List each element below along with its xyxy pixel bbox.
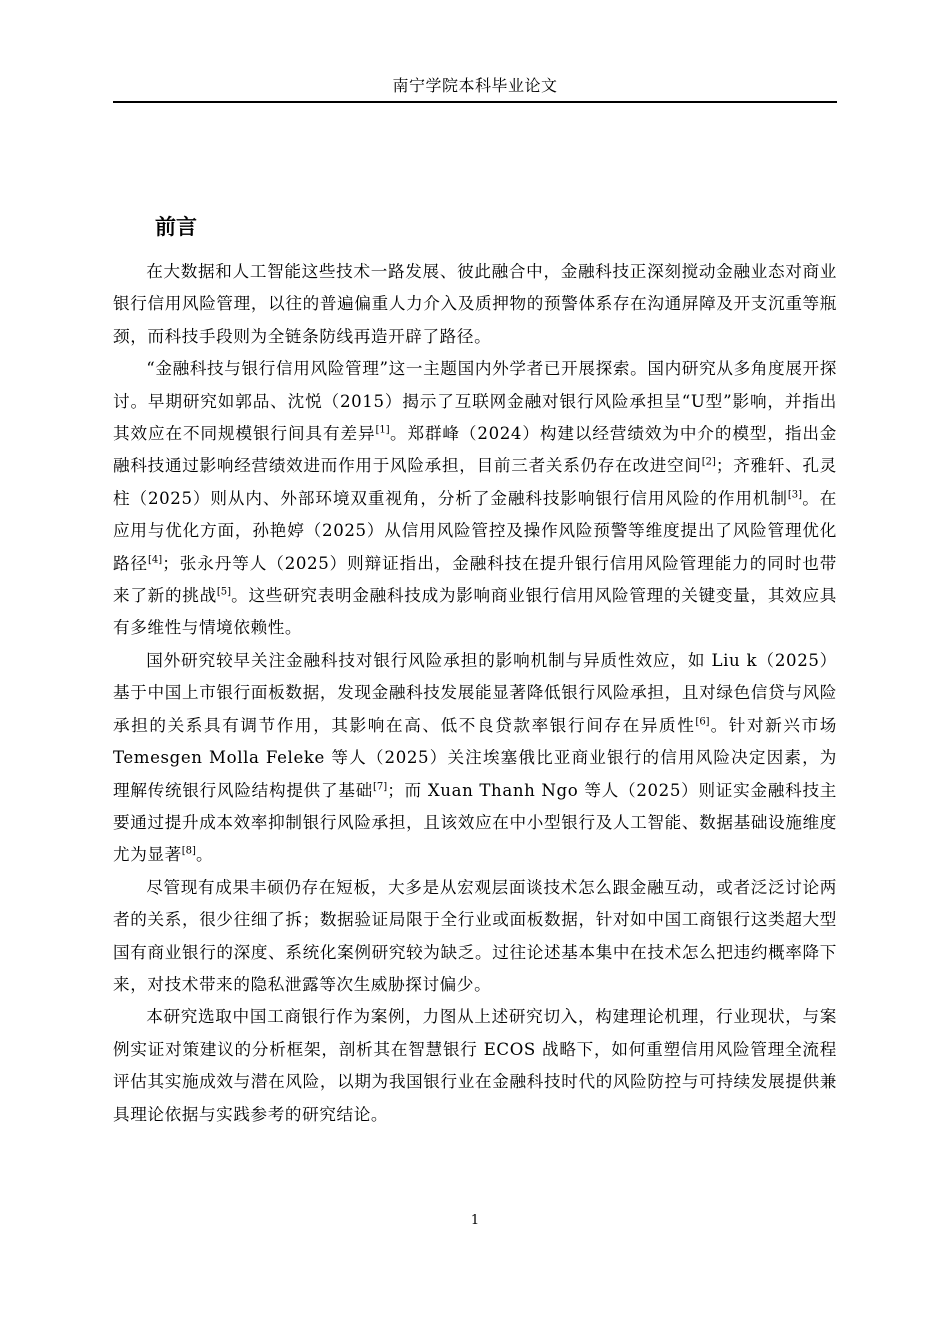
paragraph-text: 国外研究较早关注金融科技对银行风险承担的影响机制与异质性效应，如 Liu k（2025）基于中国上市银行面板数据，发现金融科技发展能显著降低银行风险承担，且对绿色信贷与风险承担的关系具有调节作用，其影响在高、低不良贷款率银行间存在异质性 [113, 650, 837, 735]
paragraph [113, 353, 837, 645]
citation-marker: [8] [181, 845, 196, 857]
paragraph [113, 872, 837, 1002]
citation-marker: [3] [787, 489, 802, 501]
paragraph-text: 在大数据和人工智能这些技术一路发展、彼此融合中，金融科技正深刻搅动金融业态对商业银行信用风险管理，以往的普遍偏重人力介入及质押物的预警体系存在沟通屏障及开支沉重等瓶颈，而科技手段则为全链条防线再造开辟了路径。 [113, 262, 837, 346]
section-title: 前言 [155, 215, 197, 239]
paragraph-text: ；齐雅轩、孔灵柱（2025）则从内、外部环境双重视角，分析了金融科技影响银行信用风险的作用机制 [113, 456, 837, 508]
citation-marker: [1] [375, 424, 390, 436]
paragraph-text: 尽管现有成果丰硕仍存在短板，大多是从宏观层面谈技术怎么跟金融互动，或者泛泛讨论两者的关系，很少往细了拆；数据验证局限于全行业或面板数据，针对如中国工商银行这类超大型国有商业银行的深度、系统化案例研究较为缺乏。过往论述基本集中在技术怎么把违约概率降下来，对技术带来的隐私泄露等次生威胁探讨偏少。 [113, 877, 837, 994]
header-rule [113, 101, 837, 103]
paragraph-text: 。郑群峰（2024）构建以经营绩效为中介的模型，指出金融科技通过影响经营绩效进而作用于风险承担，目前三者关系仍存在改进空间 [113, 424, 838, 476]
body-text [113, 256, 837, 1131]
citation-marker: [6] [695, 716, 710, 728]
paragraph-text: 。针对新兴市场 Temesgen Molla Feleke 等人（2025）关注埃塞俄比亚商业银行的信用风险决定因素，为理解传统银行风险结构提供了基础 [113, 715, 837, 800]
paragraph-text: 。 [195, 845, 214, 865]
paragraph-text: “金融科技与银行信用风险管理”这一主题国内外学者已开展探索。国内研究从多角度展开探讨。早期研究如郭品、沈悦（2015）揭示了互联网金融对银行风险承担呈“U型”影响，并指出其效应在不同规模银行间具有差异 [113, 359, 837, 444]
citation-marker: [4] [148, 554, 163, 566]
paragraph [113, 645, 837, 872]
paragraph [113, 256, 837, 353]
citation-marker: [5] [216, 586, 232, 598]
paragraph-text: 。在应用与优化方面，孙艳婷（2025）从信用风险管控及操作风险预警等维度提出了风险管理优化路径 [113, 488, 837, 573]
paragraph-text: 本研究选取中国工商银行作为案例，力图从上述研究切入，构建理论机理，行业现状，与案例实证对策建议的分析框架，剖析其在智慧银行 ECOS 战略下，如何重塑信用风险管理全流程评估其实施成效与潜在风险，以期为我国银行业在金融科技时代的风险防控与可持续发展提供兼具理论依据与实践参考的研究结论。 [113, 1007, 837, 1124]
citation-marker: [7] [373, 780, 388, 792]
citation-marker: [2] [701, 456, 716, 468]
running-header: 南宁学院本科毕业论文 [392, 76, 558, 95]
paragraph [113, 1001, 837, 1131]
paragraph-text: ；而 Xuan Thanh Ngo 等人（2025）则证实金融科技主要通过提升成本效率抑制银行风险承担，且该效应在中小型银行及人工智能、数据基础设施维度尤为显著 [113, 780, 837, 865]
paragraph-text: ；张永丹等人（2025）则辩证指出，金融科技在提升银行信用风险管理能力的同时也带来了新的挑战 [113, 553, 837, 606]
paragraph-text: 。这些研究表明金融科技成为影响商业银行信用风险管理的关键变量，其效应具有多维性与情境依赖性。 [113, 586, 838, 638]
page-number: 1 [470, 1213, 480, 1228]
